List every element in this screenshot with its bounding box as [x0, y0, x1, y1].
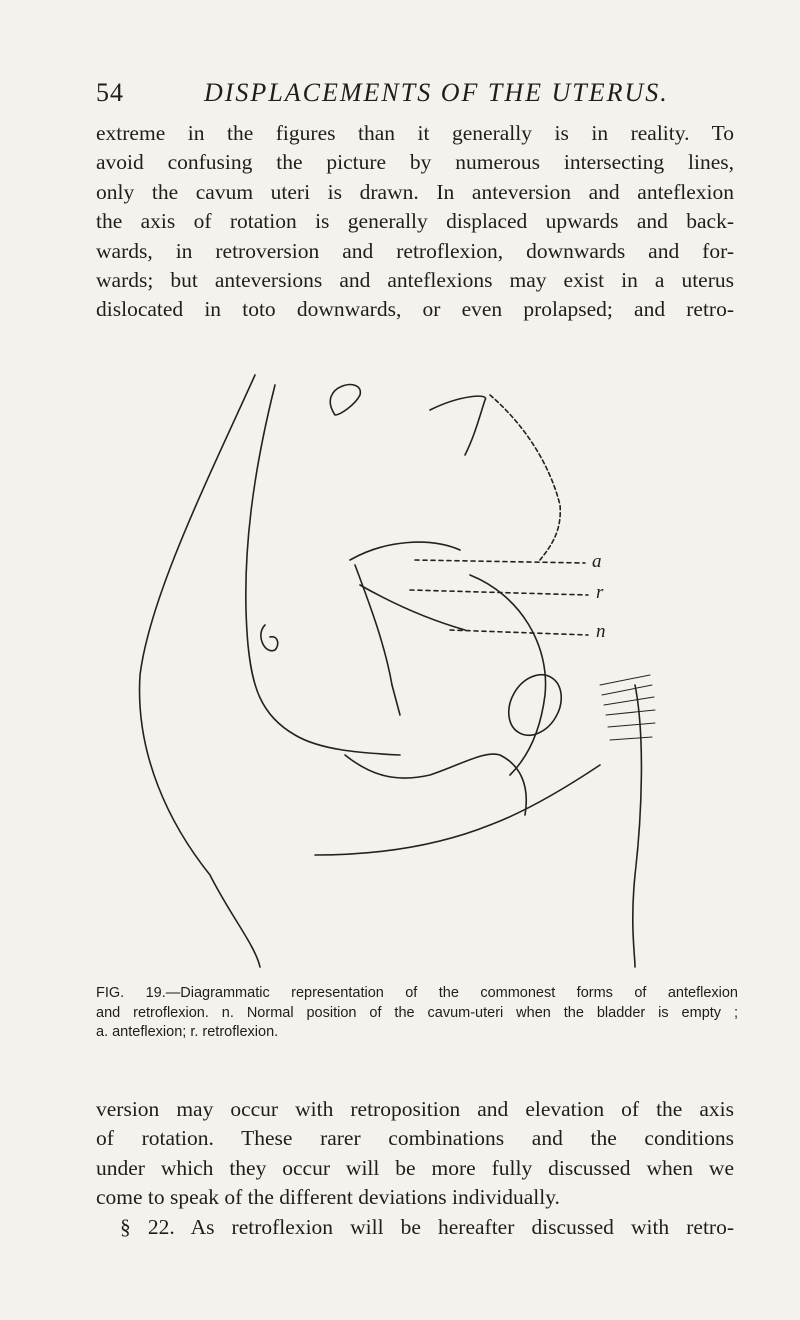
figure-label-n: n — [596, 621, 606, 642]
symphysis-curve — [470, 575, 546, 775]
uterus-anteflexion — [350, 542, 460, 560]
page-number: 54 — [96, 78, 124, 107]
figure-label-r: r — [596, 582, 604, 603]
text-line: wards, in retroversion and retroflexion, downwards and for- — [96, 238, 734, 263]
bladder-curve — [430, 396, 486, 455]
vaginal-curve — [345, 754, 526, 815]
text-line: under which they occur will be more fully discussed when we — [96, 1155, 734, 1180]
text-line: of rotation. These rarer combinations and the conditions — [96, 1126, 734, 1151]
caption-line: and retroflexion. n. Normal position of the cavum-uteri when the bladder is empty ; — [96, 1004, 738, 1021]
text-line: § 22. As retroflexion will be hereafter discussed with retro- — [120, 1214, 734, 1239]
back-wall-line — [633, 685, 642, 967]
text-line: version may occur with retroposition and elevation of the axis — [96, 1097, 734, 1121]
uterus-diagram — [130, 355, 710, 975]
outer-wall-line — [140, 375, 260, 967]
text-line: the axis of rotation is generally displaced upwards and back- — [96, 209, 734, 234]
text-line: dislocated in toto downwards, or even prolapsed; and retro- — [96, 297, 734, 322]
cervix-line — [392, 685, 400, 715]
pubic-shading — [600, 675, 655, 740]
caption-line: FIG. 19.—Diagrammatic representation of the commonest forms of anteflexion — [96, 985, 738, 1001]
text-line: wards; but anteversions and anteflexions may exist in a uterus — [96, 268, 734, 293]
figure-label-a: a — [592, 551, 602, 572]
text-line: come to speak of the different deviations individually. — [96, 1185, 560, 1210]
leader-line-a — [415, 560, 585, 563]
sacrum-line — [246, 385, 400, 755]
text-line: avoid confusing the picture by numerous intersecting lines, — [96, 150, 734, 175]
dashed-peritoneum — [490, 395, 560, 560]
rectum-curve — [330, 385, 360, 415]
uterus-retroflexion — [355, 565, 392, 685]
bladder-shape — [498, 665, 572, 744]
body-paragraph-top — [96, 119, 734, 325]
body-paragraph-bottom — [96, 1095, 734, 1242]
coccyx-loops — [261, 625, 278, 651]
anatomical-figure — [130, 355, 710, 975]
running-title: DISPLACEMENTS OF THE UTERUS. — [204, 78, 669, 107]
figure-caption — [96, 984, 738, 1043]
text-line: extreme in the figures than it generally is in reality. To — [96, 121, 734, 145]
text-line: only the cavum uteri is drawn. In anteversion and anteflexion — [96, 179, 734, 204]
caption-line: a. anteflexion; r. retroflexion. — [96, 1024, 279, 1040]
perineum-curve — [315, 765, 600, 855]
leader-line-n — [450, 630, 588, 635]
